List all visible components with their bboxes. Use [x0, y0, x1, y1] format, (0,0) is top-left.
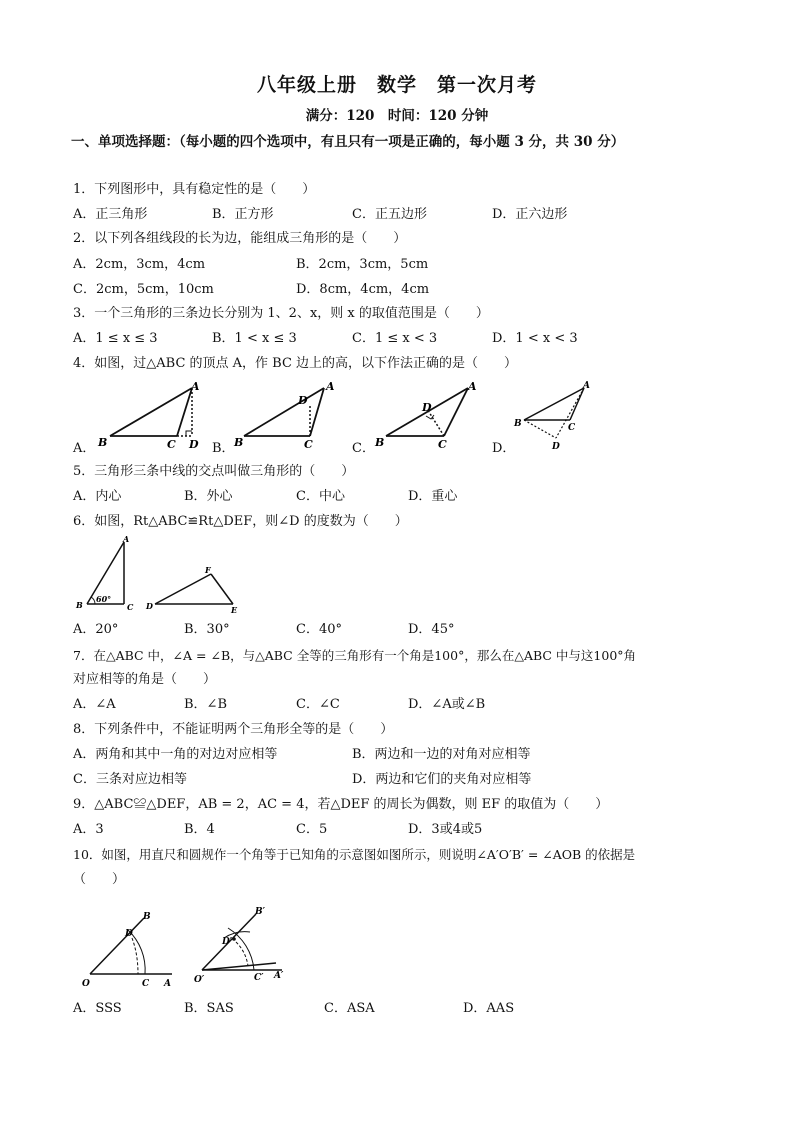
q4-figure-c	[372, 378, 487, 453]
q10-option-a[interactable]: A．SSS	[73, 1001, 122, 1016]
q6-option-a[interactable]: A．20°	[73, 622, 119, 637]
q8-option-c[interactable]: C．三条对应边相等	[73, 772, 187, 787]
q2-option-d[interactable]: D．8cm，4cm，4cm	[296, 282, 430, 297]
q4-option-a[interactable]: A．	[73, 441, 96, 456]
question-6-stem: 6．如图，Rt△ABC≌Rt△DEF，则∠D 的度数为（ ）	[73, 514, 408, 529]
question-7-stem-line1: 7．在△ABC 中，∠A = ∠B，与△ABC 全等的三角形有一个角是100°，那么在△ABC 中与这100°角	[73, 648, 637, 663]
q10-label-c-prime: C′	[254, 973, 264, 983]
q4b-label-c: C	[304, 438, 313, 451]
q10-label-c: C	[142, 979, 150, 989]
q8-option-a[interactable]: A．两角和其中一角的对边对应相等	[73, 747, 278, 762]
q3-option-a[interactable]: A．1 ≤ x ≤ 3	[73, 331, 158, 346]
q10-figure-original-angle	[80, 908, 185, 993]
q1-option-a[interactable]: A．正三角形	[73, 207, 148, 222]
q9-option-b[interactable]: B．4	[184, 822, 215, 837]
q7-option-b[interactable]: B．∠B	[184, 697, 227, 712]
q2-option-b[interactable]: B．2cm，3cm，5cm	[296, 257, 429, 272]
q10-figure-constructed-angle	[192, 904, 297, 989]
q6-label-e: E	[231, 605, 238, 615]
q4-figure-b	[230, 380, 350, 452]
q5-option-c[interactable]: C．中心	[296, 489, 345, 504]
q6-angle-label: 60°	[96, 594, 112, 604]
q5-option-b[interactable]: B．外心	[184, 489, 233, 504]
q4c-label-b: B	[375, 436, 385, 449]
q3-option-c[interactable]: C．1 ≤ x < 3	[352, 331, 438, 346]
question-4-stem: 4．如图，过△ABC 的顶点 A，作 BC 边上的高，以下作法正确的是（ ）	[73, 356, 518, 371]
q10-label-b: B	[143, 912, 151, 922]
q1-option-c[interactable]: C．正五边形	[352, 207, 427, 222]
q6-figure-def	[145, 560, 245, 616]
q9-option-a[interactable]: A．3	[73, 822, 104, 837]
q4b-label-b: B	[234, 436, 244, 449]
q1-option-b[interactable]: B．正方形	[212, 207, 274, 222]
q4-option-c[interactable]: C．	[352, 441, 375, 456]
q1-option-d[interactable]: D．正六边形	[492, 207, 568, 222]
q6-label-d: D	[146, 601, 153, 611]
q9-option-c[interactable]: C．5	[296, 822, 328, 837]
q4c-label-c: C	[438, 438, 447, 451]
question-7-stem-line2: 对应相等的角是（ ）	[73, 672, 217, 687]
q4d-label-b: B	[514, 419, 522, 429]
question-3-stem: 3．一个三角形的三条边长分别为 1、2、x，则 x 的取值范围是（ ）	[73, 306, 489, 321]
q5-option-d[interactable]: D．重心	[408, 489, 458, 504]
q4-figure-d	[512, 380, 597, 452]
q4a-label-d: D	[189, 438, 199, 451]
q3-option-b[interactable]: B．1 < x ≤ 3	[212, 331, 297, 346]
q4d-label-a: A	[583, 381, 590, 391]
q6-label-a: A	[123, 534, 130, 544]
q10-label-a-prime: A′	[274, 971, 284, 981]
q4-option-d[interactable]: D．	[492, 441, 516, 456]
q7-option-c[interactable]: C．∠C	[296, 697, 340, 712]
q9-option-d[interactable]: D．3或4或5	[408, 822, 483, 837]
q4a-label-c: C	[167, 438, 176, 451]
page-title: 八年级上册 数学 第一次月考	[256, 74, 537, 96]
q10-option-b[interactable]: B．SAS	[184, 1001, 234, 1016]
question-5-stem: 5．三角形三条中线的交点叫做三角形的（ ）	[73, 464, 355, 479]
q4d-label-c: C	[568, 423, 576, 433]
question-10-stem-line2: （ ）	[73, 872, 126, 887]
q6-figure-abc	[72, 534, 142, 616]
q2-option-a[interactable]: A．2cm，3cm，4cm	[73, 257, 206, 272]
q6-label-b: B	[76, 600, 83, 610]
q7-option-a[interactable]: A．∠A	[73, 697, 116, 712]
question-9-stem: 9．△ABC≌△DEF，AB = 2，AC = 4，若△DEF 的周长为偶数，则 EF 的取值为（ ）	[73, 797, 609, 812]
q5-option-a[interactable]: A．内心	[73, 489, 122, 504]
q10-label-o: O	[82, 979, 90, 989]
q4d-label-d: D	[552, 442, 560, 452]
q4c-label-d: D	[422, 401, 432, 414]
question-1-stem: 1．下列图形中，具有稳定性的是（ ）	[73, 182, 316, 197]
q4-figure-a	[95, 378, 215, 453]
q6-option-c[interactable]: C．40°	[296, 622, 342, 637]
q6-label-c: C	[127, 602, 134, 612]
question-2-stem: 2．以下列各组线段的长为边，能组成三角形的是（ ）	[73, 231, 407, 246]
q4a-label-a: A	[191, 380, 200, 393]
q4-option-b[interactable]: B．	[212, 441, 235, 456]
q10-label-d-prime: D′	[222, 937, 233, 947]
q6-label-f: F	[205, 565, 211, 575]
question-10-stem-line1: 10．如图，用直尺和圆规作一个角等于已知角的示意图如图所示，则说明∠A′O′B′ = ∠AOB 的依据是	[73, 847, 636, 862]
q3-option-d[interactable]: D．1 < x < 3	[492, 331, 578, 346]
q10-label-a: A	[164, 979, 171, 989]
q4a-label-b: B	[98, 436, 108, 449]
q8-option-d[interactable]: D．两边和它们的夹角对应相等	[352, 772, 532, 787]
q4b-label-d: D	[298, 394, 308, 407]
q6-option-b[interactable]: B．30°	[184, 622, 230, 637]
question-8-stem: 8．下列条件中，不能证明两个三角形全等的是（ ）	[73, 722, 394, 737]
q4c-label-a: A	[468, 380, 477, 393]
q10-label-o-prime: O′	[194, 975, 205, 985]
q10-option-d[interactable]: D．AAS	[463, 1001, 515, 1016]
q10-option-c[interactable]: C．ASA	[324, 1001, 375, 1016]
page-subtitle: 满分：120 时间：120 分钟	[305, 108, 489, 124]
q10-label-d: D	[125, 929, 133, 939]
q7-option-d[interactable]: D．∠A或∠B	[408, 697, 486, 712]
q10-label-b-prime: B′	[255, 907, 265, 917]
q2-option-c[interactable]: C．2cm，5cm，10cm	[73, 282, 214, 297]
q4b-label-a: A	[326, 380, 335, 393]
section-heading: 一、单项选择题：（每小题的四个选项中，有且只有一项是正确的，每小题 3 分，共 30 分）	[71, 134, 625, 150]
q6-option-d[interactable]: D．45°	[408, 622, 455, 637]
q8-option-b[interactable]: B．两边和一边的对角对应相等	[352, 747, 531, 762]
